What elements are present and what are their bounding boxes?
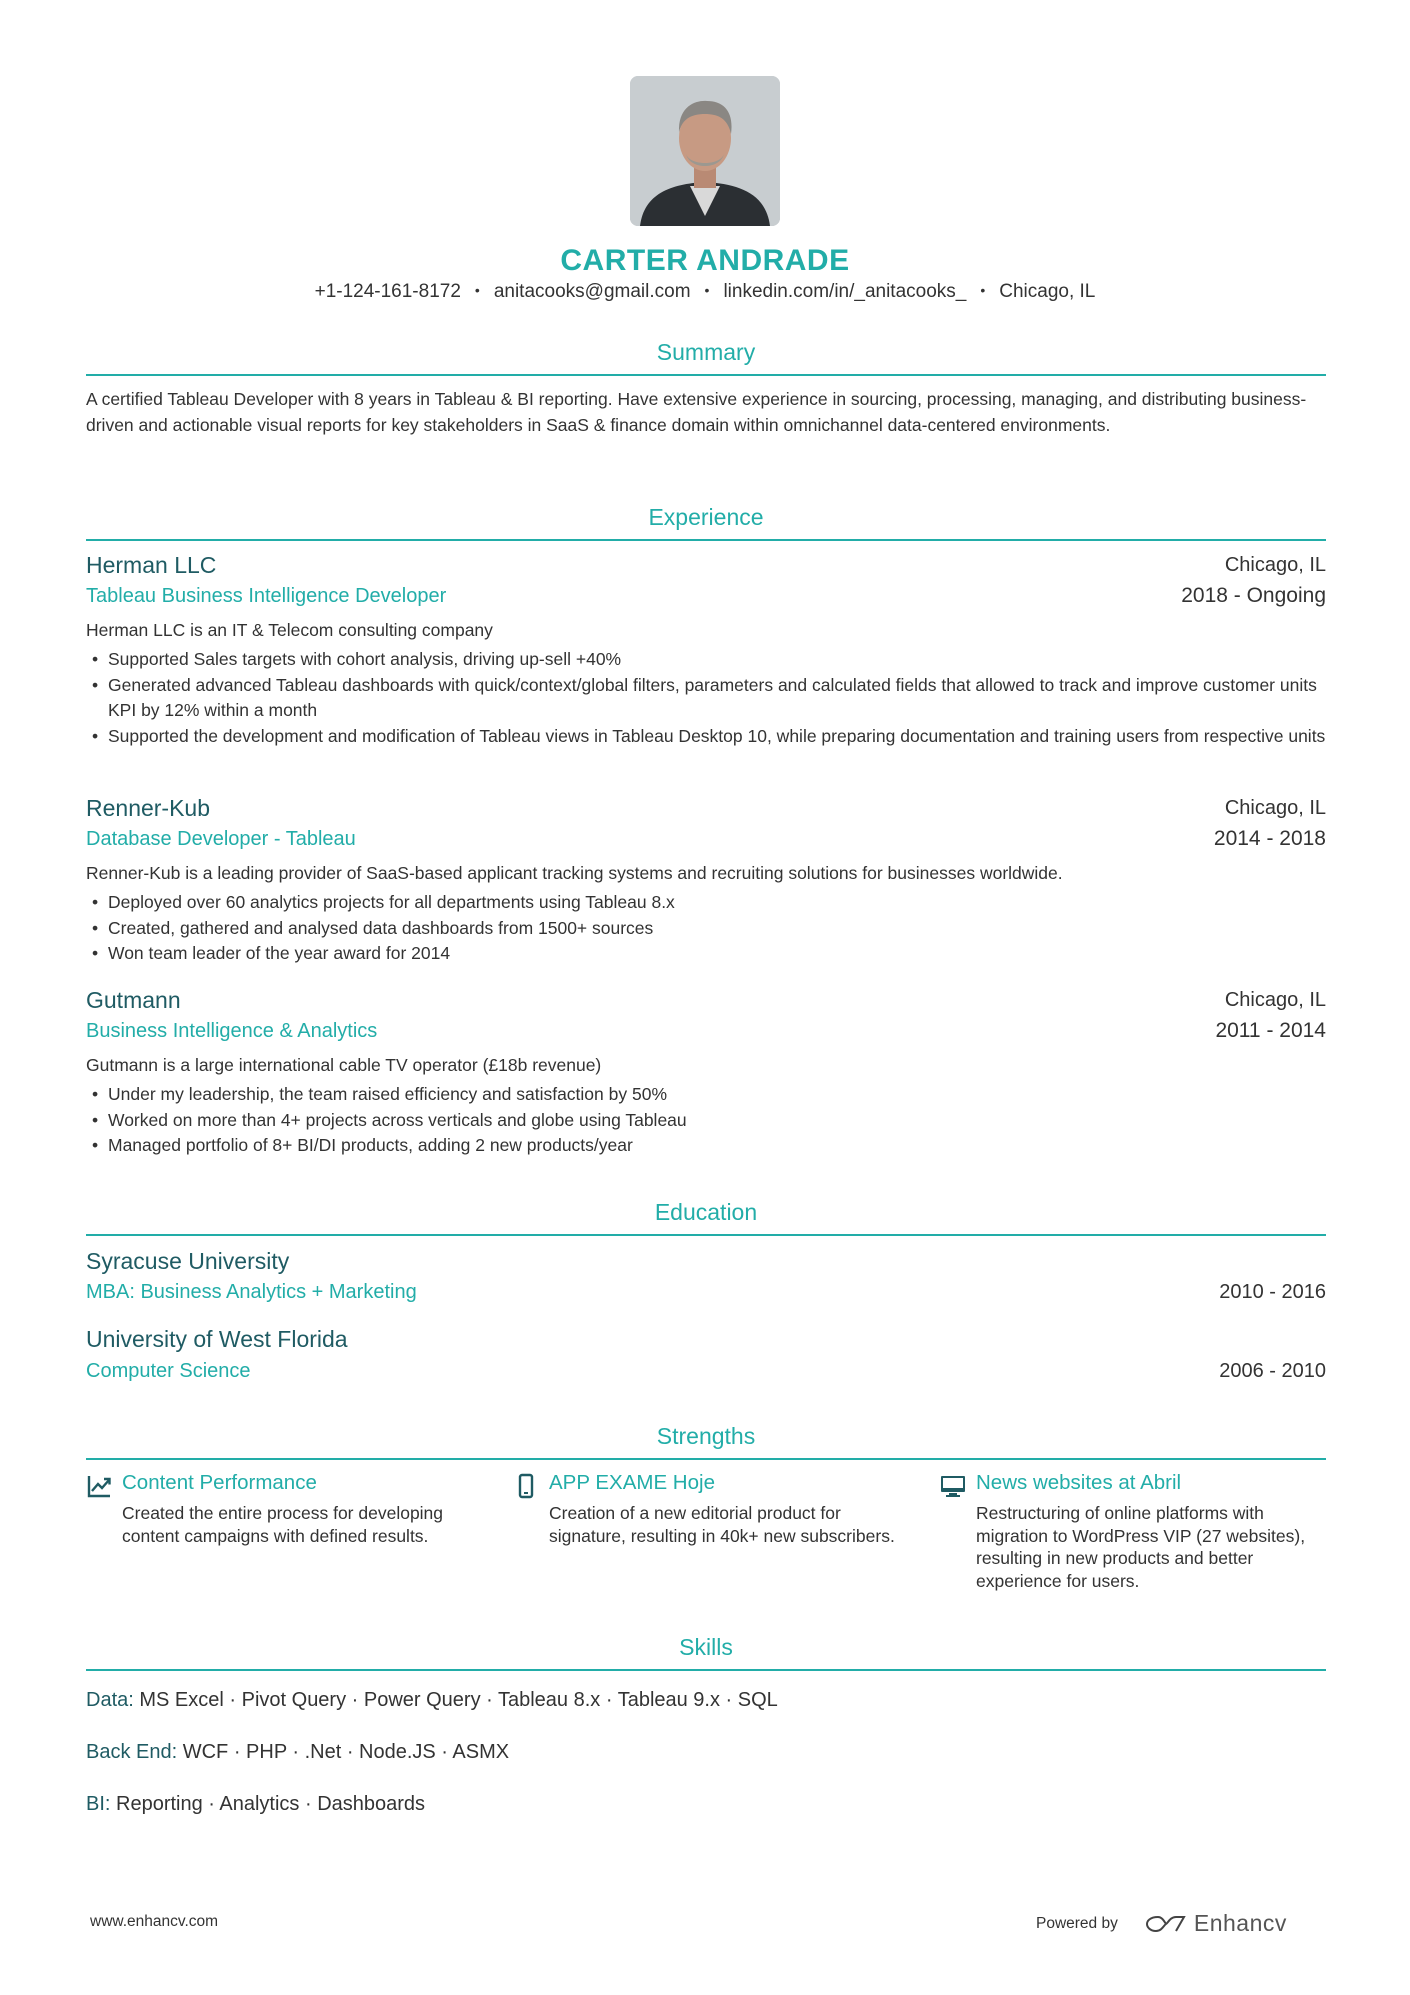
experience-heading: Experience	[648, 504, 764, 530]
job-bullets	[92, 647, 1326, 749]
mobile-phone-icon	[513, 1473, 539, 1499]
job-location: Chicago, IL	[1224, 797, 1326, 819]
list-item: • Under my leadership, the team raised efficiency and satisfaction by 50%	[92, 1082, 1326, 1108]
footer-website[interactable]: www.enhancv.com	[90, 1913, 219, 1930]
email: anitacooks@gmail.com	[493, 281, 691, 302]
summary-text: A certified Tableau Developer with 8 years in Tableau & BI reporting. Have extensive experience in sourcing, processing, managing, and distributing business-driven and actionable visual reports for key stakeholders in SaaS & finance domain within omnichannel data-centered environments.	[86, 389, 1307, 435]
list-item: • Created, gathered and analysed data dashboards from 1500+ sources	[92, 916, 1326, 942]
contact-separator: •	[474, 282, 480, 298]
chart-line-icon	[86, 1473, 112, 1499]
strength-title: News websites at Abril	[976, 1471, 1182, 1494]
job-location: Chicago, IL	[1224, 554, 1326, 576]
education-degree: MBA: Business Analytics + Marketing	[86, 1281, 417, 1303]
job-description: Gutmann is a large international cable TV operator (£18b revenue)	[86, 1055, 602, 1075]
profile-photo	[630, 76, 780, 226]
job-role: Database Developer - Tableau	[86, 828, 356, 850]
skills-heading: Skills	[679, 1634, 733, 1660]
job-company: Renner-Kub	[86, 795, 211, 821]
job-role: Business Intelligence & Analytics	[86, 1020, 378, 1042]
strength-description: Creation of a new editorial product for signature, resulting in 40k+ new subscribers.	[549, 1503, 895, 1546]
enhancv-logo-icon	[1144, 1913, 1188, 1935]
education-school: Syracuse University	[86, 1248, 290, 1274]
skill-group	[86, 1689, 778, 1712]
job-dates: 2011 - 2014	[1215, 1019, 1326, 1042]
desktop-monitor-icon	[940, 1473, 966, 1499]
job-role: Tableau Business Intelligence Developer	[86, 585, 447, 607]
list-item: • Won team leader of the year award for 2014	[92, 941, 1326, 967]
skill-label: Data:	[86, 1689, 134, 1711]
list-item: • Supported Sales targets with cohort analysis, driving up-sell +40%	[92, 647, 1326, 673]
brand-name: Enhancv	[1193, 1910, 1287, 1936]
job-location: Chicago, IL	[1224, 989, 1326, 1011]
section-divider	[86, 1669, 1326, 1671]
job-description: Renner-Kub is a leading provider of SaaS-based applicant tracking systems and recruiting solutions for businesses worldwide.	[86, 863, 1063, 883]
job-company: Gutmann	[86, 987, 181, 1013]
strength-title: APP EXAME Hoje	[549, 1471, 715, 1494]
job-bullets	[92, 1082, 1326, 1159]
section-divider	[86, 1458, 1326, 1460]
skill-items: MS Excel · Pivot Query · Power Query · Tableau 8.x · Tableau 9.x · SQL	[139, 1689, 778, 1711]
contact-separator: •	[980, 282, 986, 298]
job-description: Herman LLC is an IT & Telecom consulting company	[86, 620, 493, 640]
education-dates: 2010 - 2016	[1219, 1281, 1326, 1303]
job-bullets	[92, 890, 1326, 967]
contact-separator: •	[704, 282, 710, 298]
summary-heading: Summary	[656, 339, 756, 365]
strength-description: Created the entire process for developing content campaigns with defined results.	[122, 1503, 444, 1546]
linkedin: linkedin.com/in/_anitacooks_	[723, 281, 967, 302]
location: Chicago, IL	[999, 281, 1096, 302]
section-divider	[86, 374, 1326, 376]
education-school: University of West Florida	[86, 1326, 348, 1352]
skill-items: Reporting · Analytics · Dashboards	[116, 1793, 426, 1815]
skill-items: WCF · PHP · .Net · Node.JS · ASMX	[182, 1741, 510, 1763]
skill-label: Back End:	[86, 1741, 178, 1763]
list-item: • Managed portfolio of 8+ BI/DI products, adding 2 new products/year	[92, 1133, 1326, 1159]
job-company: Herman LLC	[86, 552, 217, 578]
education-heading: Education	[654, 1199, 758, 1225]
list-item: • Deployed over 60 analytics projects for all departments using Tableau 8.x	[92, 890, 1326, 916]
strength-title: Content Performance	[122, 1471, 317, 1494]
strengths-heading: Strengths	[656, 1423, 756, 1449]
job-dates: 2014 - 2018	[1213, 827, 1326, 850]
education-dates: 2006 - 2010	[1219, 1360, 1326, 1382]
section-divider	[86, 1234, 1326, 1236]
job-dates: 2018 - Ongoing	[1181, 584, 1326, 607]
education-degree: Computer Science	[86, 1360, 251, 1382]
avatar	[630, 76, 780, 226]
list-item: • Generated advanced Tableau dashboards with quick/context/global filters, parameters and calculated fields that allowed to track and improve customer units KPI by 12% within a month	[92, 673, 1326, 724]
list-item: • Worked on more than 4+ projects across verticals and globe using Tableau	[92, 1108, 1326, 1134]
footer-powered-by	[1036, 1910, 1287, 1937]
phone: +1-124-161-8172	[314, 281, 461, 302]
powered-by-label: Powered by	[1036, 1914, 1118, 1932]
section-divider	[86, 539, 1326, 541]
skill-label: BI:	[86, 1793, 111, 1815]
strength-description: Restructuring of online platforms with migration to WordPress VIP (27 websites), resulting in new products and better experience for users.	[976, 1503, 1306, 1591]
skill-group	[86, 1741, 509, 1764]
contact-line	[0, 281, 1410, 303]
list-item: • Supported the development and modification of Tableau views in Tableau Desktop 10, while preparing documentation and training users from respective units	[92, 724, 1326, 750]
candidate-name: CARTER ANDRADE	[560, 244, 850, 277]
brand-logo[interactable]	[1144, 1910, 1287, 1937]
skill-group	[86, 1793, 425, 1816]
